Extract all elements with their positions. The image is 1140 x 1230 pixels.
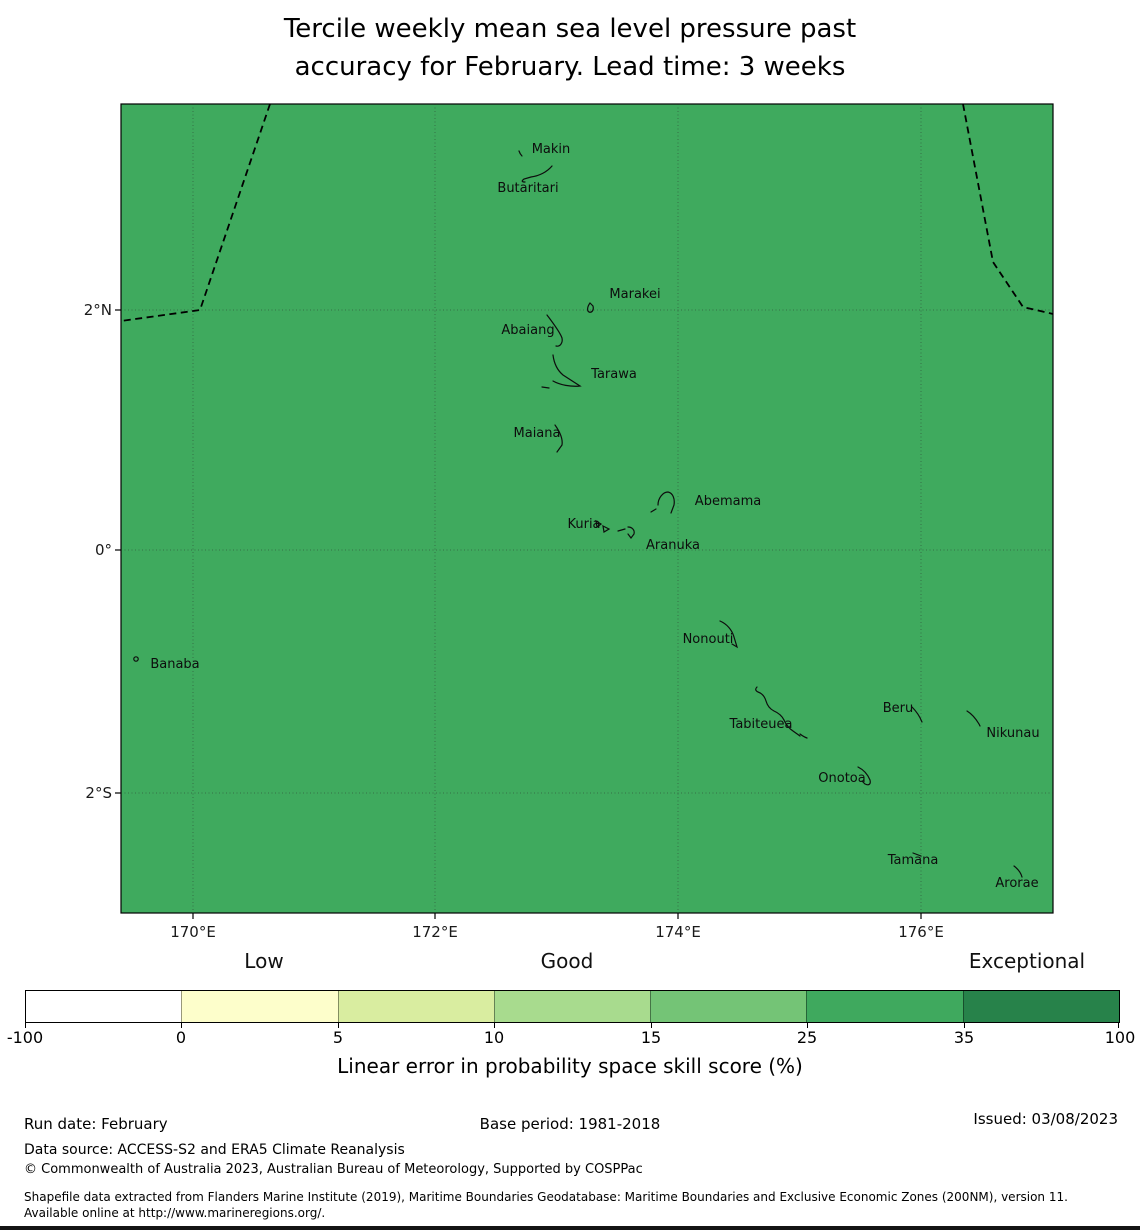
island-label-aranuka: Aranuka [646, 538, 700, 553]
island-label-abemama: Abemama [694, 494, 762, 509]
colorbar-tick-10: 10 [483, 1028, 505, 1047]
shapefile-note-text: Shapefile data extracted from Flanders Marine Institute (2019), Maritime Boundaries Geodatabase: Maritime Boundaries and Exclusive Economic Zones (200NM), version 11. Available online at http://www.marineregions.org/. [24, 1190, 1068, 1220]
island-label-abaiang: Abaiang [501, 323, 555, 338]
colorbar-axis-label: Linear error in probability space skill score (%) [337, 1054, 803, 1078]
x-tick-174e: 174°E [655, 923, 701, 941]
data-source-text: Data source: ACCESS-S2 and ERA5 Climate Reanalysis [24, 1142, 405, 1158]
colorbar-segment-5 [650, 991, 806, 1022]
island-label-onotoa: Onotoa [818, 771, 866, 786]
x-tick-176e: 176°E [898, 923, 944, 941]
base-period-text: Base period: 1981-2018 [479, 1115, 661, 1133]
colorbar-segment-4 [494, 991, 650, 1022]
island-label-beru: Beru [882, 701, 914, 716]
colorbar-tick-0: 0 [175, 1028, 187, 1047]
y-tick-2n: 2°N [83, 301, 112, 319]
x-tick-172e: 172°E [412, 923, 458, 941]
island-label-butaritari: Butaritari [497, 181, 559, 196]
island-label-tamana: Tamana [887, 853, 939, 868]
y-tick-2s: 2°S [85, 784, 112, 802]
colorbar-tick-100: 100 [1104, 1028, 1136, 1047]
island-label-makin: Makin [531, 142, 571, 157]
colorbar-tick-neg100: -100 [6, 1028, 44, 1047]
island-label-banaba: Banaba [150, 657, 200, 672]
colorbar-category-good: Good [540, 949, 594, 973]
colorbar-segment-1 [26, 991, 181, 1022]
x-tick-170e: 170°E [170, 923, 216, 941]
copyright-text: © Commonwealth of Australia 2023, Australian Bureau of Meteorology, Supported by COSPPac [24, 1162, 643, 1177]
issued-date-text: Issued: 03/08/2023 [973, 1110, 1118, 1128]
colorbar-category-low: Low [244, 949, 284, 973]
island-label-kuria: Kuria [567, 517, 601, 532]
island-label-arorae: Arorae [995, 876, 1039, 891]
island-label-marakei: Marakei [609, 287, 661, 302]
colorbar-tick-25: 25 [796, 1028, 818, 1047]
colorbar-segment-3 [338, 991, 494, 1022]
chart-title-line2: accuracy for February. Lead time: 3 weeks [294, 52, 846, 82]
colorbar-category-exceptional: Exceptional [968, 949, 1086, 973]
island-label-maiana: Maiana [513, 426, 561, 441]
map-background [121, 104, 1053, 913]
colorbar-tick-35: 35 [953, 1028, 975, 1047]
colorbar-tick-15: 15 [640, 1028, 662, 1047]
y-tick-0: 0° [94, 541, 112, 559]
island-label-tarawa: Tarawa [591, 367, 637, 382]
colorbar-segment-6 [806, 991, 962, 1022]
chart-title-line1: Tercile weekly mean sea level pressure past [283, 14, 857, 44]
island-label-nonouti: Nonouti [682, 632, 734, 647]
island-label-nikunau: Nikunau [986, 726, 1040, 741]
bottom-edge-bar [0, 1226, 1140, 1230]
island-label-tabiteuea: Tabiteuea [729, 717, 793, 732]
run-date-text: Run date: February [24, 1115, 168, 1133]
colorbar [25, 990, 1120, 1023]
colorbar-segment-7 [963, 991, 1119, 1022]
colorbar-segment-2 [181, 991, 337, 1022]
colorbar-tick-5: 5 [332, 1028, 344, 1047]
